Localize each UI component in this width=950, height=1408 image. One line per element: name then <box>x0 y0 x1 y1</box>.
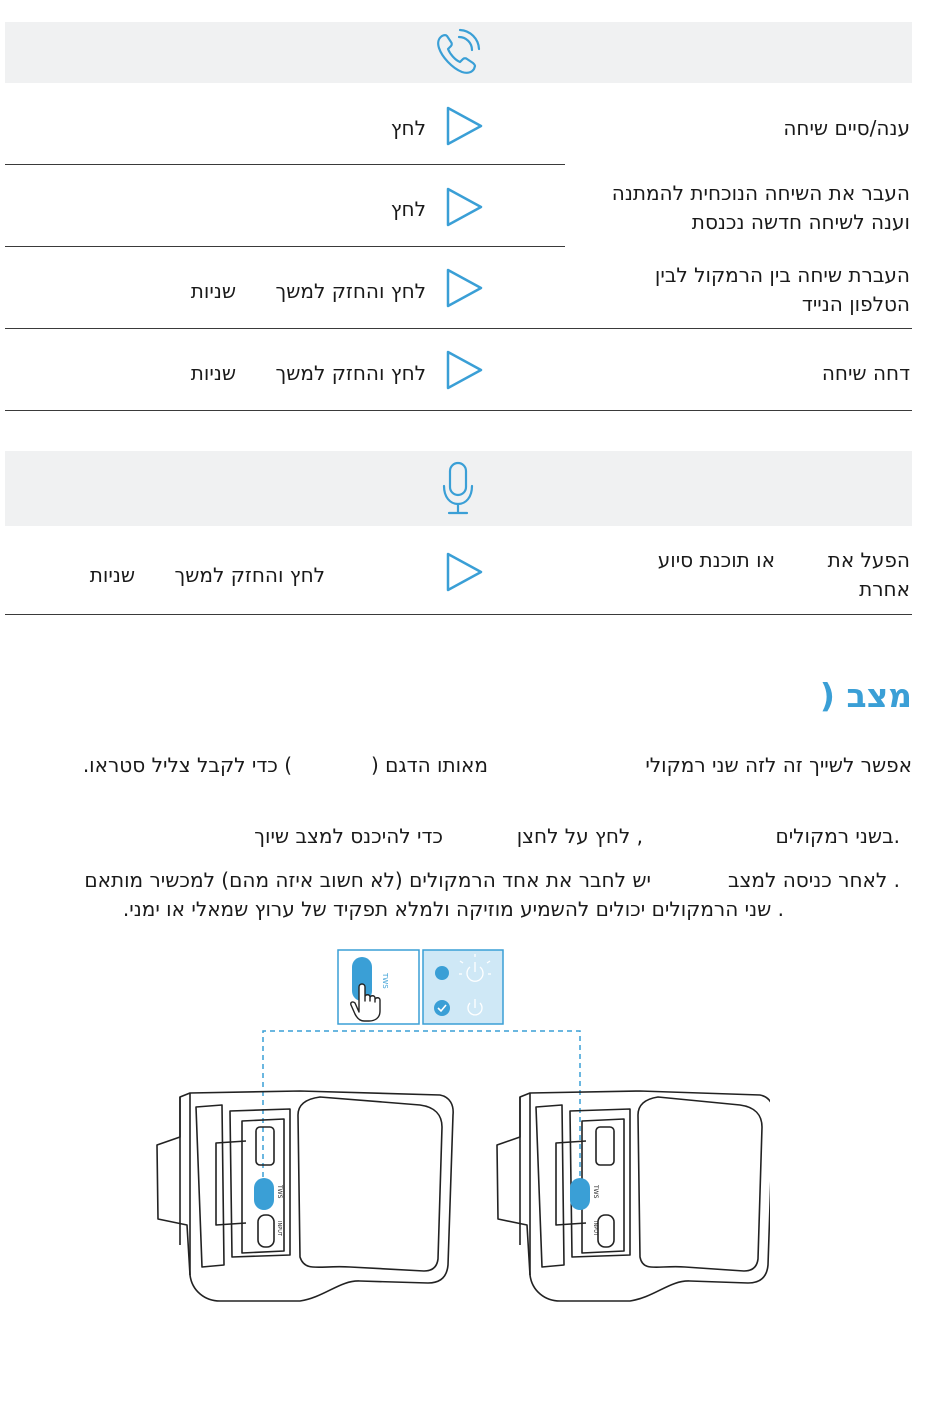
led-status-panel <box>423 950 503 1024</box>
row-function-transfer-line1: העברת שיחה בין הרמקול לבין <box>654 263 910 287</box>
assistant-function-part2: או תוכנת סיוע <box>657 548 775 572</box>
row-function-reject: דחה שיחה <box>821 361 910 385</box>
input-label-left: INPUT <box>276 1221 282 1236</box>
tws-step1-part1: .בשני רמקולים <box>775 824 900 848</box>
row-suffix-seconds: שניות <box>190 279 236 303</box>
row-function-transfer-line2: הטלפון הנייד <box>801 292 910 316</box>
tws-label-right: TWS <box>592 1185 599 1199</box>
press-indicator-icon <box>444 349 484 391</box>
assistant-action-label: לחץ והחזק למשך <box>174 563 325 587</box>
input-label-right: INPUT <box>592 1221 598 1236</box>
tws-step1-part2: , לחץ על לחצן <box>516 824 643 848</box>
tws-step2-part2: יש לחבר את אחד הרמקולים (לא חשוב איזה מהם) למכשיר מותאם <box>84 868 651 892</box>
row-divider <box>5 328 912 329</box>
tws-step1-part3: כדי להיכנס למצב שיוך <box>254 824 443 848</box>
row-divider <box>5 614 912 615</box>
assistant-function-part1: הפעל את <box>827 548 910 572</box>
row-function-hold-answer-line2: וענה לשיחה חדשה נכנסת <box>691 210 910 234</box>
microphone-icon <box>440 460 476 518</box>
tws-pairing-illustration <box>150 945 770 1315</box>
press-indicator-icon <box>444 186 484 228</box>
tws-step2-line2: . שני הרמקולים יכולים להשמיע מוזיקה ולמלא תפקיד של ערוץ שמאלי או ימני. <box>122 897 784 921</box>
phone-icon <box>432 27 486 79</box>
row-action-label: לחץ <box>390 116 426 140</box>
tws-heading: מצב ( <box>819 676 912 715</box>
row-action-label: לחץ והחזק למשך <box>275 361 426 385</box>
press-indicator-icon <box>444 267 484 309</box>
press-indicator-icon <box>444 105 484 147</box>
assistant-function-line2: אחרת <box>859 577 910 601</box>
assistant-suffix-seconds: שניות <box>89 563 135 587</box>
row-function-hold-answer-line1: העבר את השיחה הנוכחית להמתנה <box>611 181 910 205</box>
tws-step2-part1: . לאחר כניסה למצב <box>727 868 900 892</box>
tws-intro-part3: ) כדי לקבל צליל סטראו. <box>82 753 292 777</box>
tws-label-left: TWS <box>276 1185 283 1199</box>
row-divider <box>5 410 912 411</box>
speaker-right <box>497 1091 770 1301</box>
row-action-label: לחץ והחזק למשך <box>275 279 426 303</box>
row-suffix-seconds: שניות <box>190 361 236 385</box>
tws-intro-part2: מאותו הדגם ( <box>370 753 488 777</box>
speaker-left <box>157 1091 453 1301</box>
row-divider <box>5 164 565 165</box>
tws-intro-part1: אפשר לשייך זה לזה שני רמקולי <box>645 753 912 777</box>
row-action-label: לחץ <box>390 197 426 221</box>
row-function-answer-end: ענה/סיים שיחה <box>783 116 910 140</box>
tws-panel-label: TWS <box>381 973 389 989</box>
row-divider <box>5 246 565 247</box>
press-indicator-icon <box>444 551 484 593</box>
